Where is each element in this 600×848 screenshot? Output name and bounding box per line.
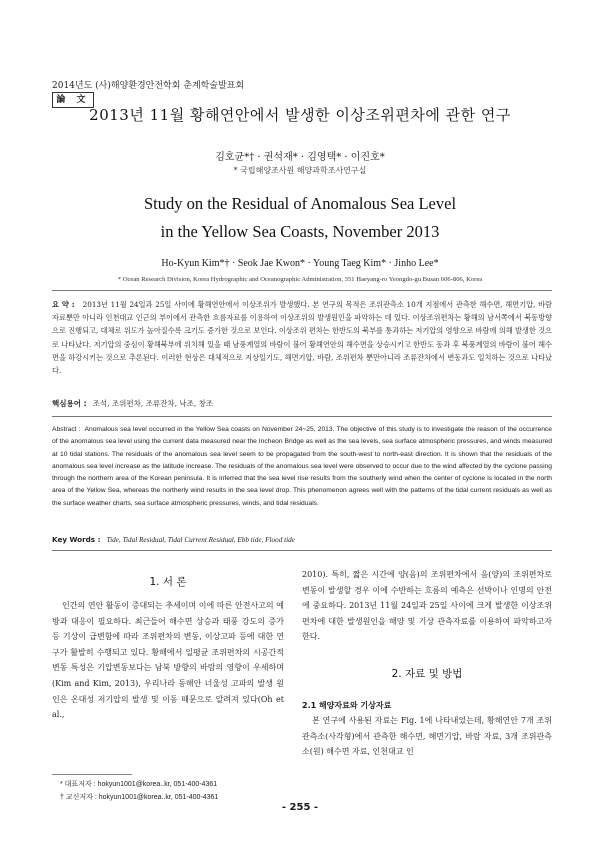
keywords-korean — [52, 398, 213, 409]
article-type-tag: 論 文 — [52, 92, 94, 108]
divider-top — [52, 290, 552, 291]
abstract-english-label: Abstract : — [52, 426, 81, 433]
abstract-english-text: Anomalous sea level occurred in the Yellow Sea coasts on November 24~25, 2013. The objective of this study is to investigate the reason of the occurrence of the anomalous sea level using the current data measured near the Incheon Bridge as well as the sea levels, sea surface atmospheric pressures, and winds measured at 10 tidal stations. The residuals of the anomalous sea level seem to be propagated from the south-west to north-east direction. It is shown that the residuals of the anomalous sea level increase as the latitude increase. The residuals of the anomalous sea level were observed to occur due to the wind affected by the cyclone passing through the northern area of the Korean peninsula. It is inferred that the sea level rise results from the southerly wind when the center of cyclone is located in the north area of the Yellow Sea, whereas the northerly wind results in the sea level drop. This phenomenon agrees well with the patterns of the tidal current residuals as well as the surface weather charts, sea surface atmospheric pressures, winds, and tidal residuals. — [52, 426, 552, 507]
abstract-korean-text: 2013년 11월 24일과 25일 사이에 황해연안에서 이상조위가 발생했다. 본 연구의 목적은 조위관측소 10개 지점에서 관측한 해수면, 해면기압, 바람 자료뿐만 아니라 인천대교 인근의 부이에서 관측한 흐름자료를 이용하여 이상조위의 발생원인을 파악하는 데 있다. 이상조위편차는 황해의 남서쪽에서 북동방향으로 진행되고, 대체로 위도가 높아질수록 크기도 증가한 것으로 보인다. 이상조위 편차는 한반도의 북부를 통과하는 저기압의 영향으로 바람에 의해 발생한 것으로 나타났다. 저기압의 중심이 황해북부에 위치해 있을 때 남풍계열의 바람이 불어 황해연안의 해수면을 상승시키고 한반도 동과 후 북풍계열의 바람이 불어 해수면을 하강시키는 것으로 추론된다. 이러한 현상은 대체적으로 지상일기도, 해면기압, 바람, 조위편차 뿐만아니라 조류잔차에서 변동과도 일치하는 것으로 나타났다. — [52, 300, 552, 376]
footnote-divider — [52, 774, 132, 775]
title-korean: 2013년 11월 황해연안에서 발생한 이상조위편차에 관한 연구 — [89, 106, 511, 124]
authors-english: Ho-Kyun Kim*† · Seok Jae Kwon* · Young Taeg Kim* · Jinho Lee* — [161, 258, 439, 269]
affiliation-korean: * 국립해양조사원 해양과학조사연구실 — [233, 166, 367, 175]
section-2-body — [302, 713, 552, 760]
keywords-korean-label: 핵심용어 : — [52, 399, 87, 408]
section-2-heading: 2. 자료 및 방법 — [391, 668, 463, 680]
section-1-continuation — [302, 567, 552, 645]
page-number: - 255 - — [281, 802, 319, 813]
section-2-paragraph: 본 연구에 사용된 자료는 Fig. 1에 나타내었는데, 황해연안 7개 조위관측소(사각형)에서 관측한 해수면, 해면기압, 바람 자료, 3개 조위관측소(원) 해수면 자료, 인천대교 인 — [302, 716, 552, 757]
section-1-heading: 1. 서 론 — [149, 576, 187, 588]
section-2-1-heading: 2.1 해양자료와 기상자료 — [302, 701, 392, 710]
title-english-line1: Study on the Residual of Anomalous Sea Level — [143, 194, 457, 213]
title-english — [0, 190, 600, 246]
keywords-english — [52, 535, 295, 544]
section-1-continued-paragraph: 2010). 특히, 짧은 시간에 양(음)의 조위편차에서 음(양)의 조위편차로 변동이 발생할 경우 이에 수반하는 흐름의 예측은 선박이나 인명의 안전에 중요하다. 2013년 11월 24일과 25일 사이에 크게 발생한 이상조위편차에 대한 발생원인을 해양 및 기상 관측자료를 이용하여 파악하고자 한다. — [302, 570, 552, 642]
authors-korean: 김호균*† · 권석재* · 김영택* · 이진호* — [215, 152, 385, 163]
title-english-line2: in the Yellow Sea Coasts, November 2013 — [160, 222, 440, 241]
footnotes — [60, 778, 218, 804]
footnote-corresponding-author: * 대표저자 : hokyun1001@korea..kr, 051-400-4361 — [60, 781, 218, 788]
keywords-english-label: Key Words : — [52, 535, 101, 544]
divider-middle — [52, 416, 552, 417]
keywords-korean-text: 조석, 조위편차, 조류잔차, 낙조, 창조 — [92, 399, 214, 408]
abstract-korean-label: 요 약 : — [52, 300, 75, 309]
abstract-korean — [52, 298, 552, 377]
footnote-communicating-author: † 교신저자 : hokyun1001@korea..kr, 051-400-4361 — [60, 794, 219, 801]
divider-bottom — [52, 550, 552, 551]
keywords-english-text: Tide, Tidal Residual, Tidal Current Residual, Ebb tide, Flood tide — [106, 536, 295, 544]
section-1-body — [52, 598, 284, 723]
abstract-english — [52, 424, 552, 510]
section-1-paragraph: 인간의 연안 활동이 증대되는 추세이며 이에 따른 안전사고의 예방과 대응이 필요하다. 최근들어 해수면 상승과 태풍 강도의 증가 등 기상이 급변함에 따라 조위편차의 변동, 이상고파 등에 대한 연구가 활발히 수행되고 있다. 황해에서 일평균 조위편차의 시공간적 변동 특성은 기압변동보다는 남북 방향의 바람의 영향이 우세하며(Kim and Kim, 2013), 우리나라 동해안 너울성 고파의 발생 원인은 온대성 저기압의 발생 및 이동 때문으로 알려져 있다(Oh et al., — [52, 601, 284, 720]
conference-header: 2014년도 (사)해양환경안전학회 춘계학술발표회 — [52, 81, 245, 91]
affiliation-english: * Ocean Research Division, Korea Hydrographic and Oceanographic Administration, 351 Haeyang-ro Yeongdo-gu Busan 606-806, Korea — [117, 276, 483, 283]
